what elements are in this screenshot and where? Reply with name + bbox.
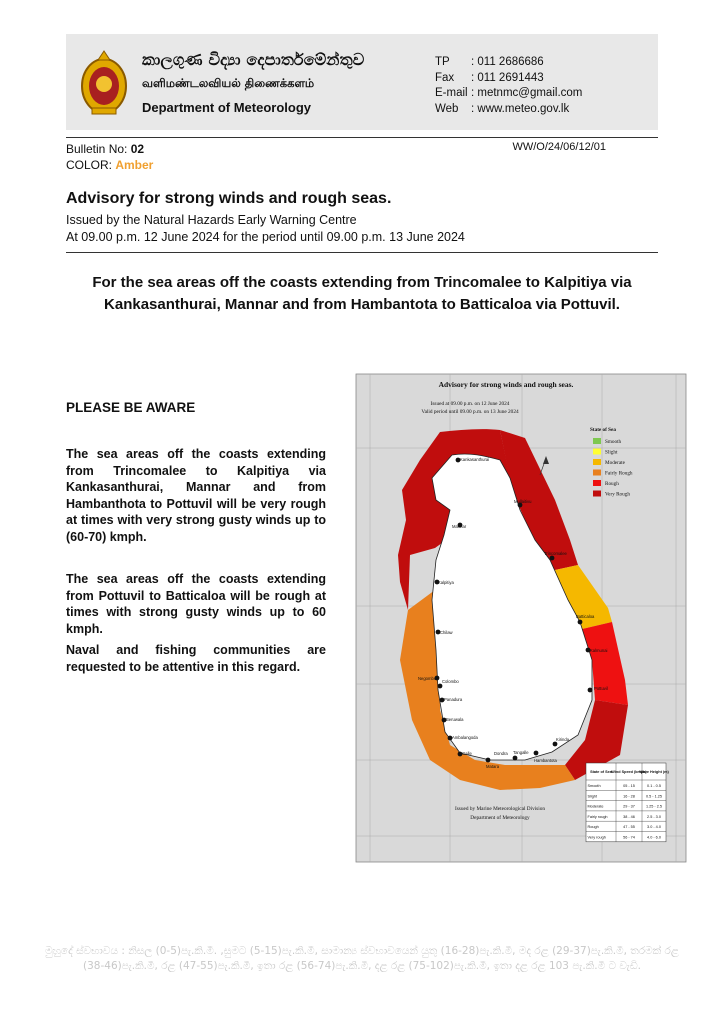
place-label: Pottuvil bbox=[594, 686, 608, 691]
legend-label: Smooth bbox=[605, 439, 622, 446]
place-label: Tangalle bbox=[513, 750, 529, 755]
sea-state-table bbox=[586, 763, 670, 842]
bulletin-color-label: COLOR: bbox=[66, 158, 116, 172]
table-header: State of Sea bbox=[590, 770, 612, 774]
place-label: Mannar bbox=[452, 524, 467, 529]
divider bbox=[66, 252, 658, 253]
dept-name-tamil: வளிமண்டலவியல் திணைக்களம் bbox=[142, 76, 315, 90]
contact-email: : metnmc@gmail.com bbox=[471, 87, 583, 99]
table-cell: 38 - 46 bbox=[623, 814, 635, 819]
place-label: Hambantota bbox=[534, 758, 557, 763]
table-cell: Very rough bbox=[587, 835, 606, 840]
contact-list bbox=[435, 55, 582, 117]
advice-paragraph: Naval and fishing communities are requested to be attentive in this regard. bbox=[66, 643, 326, 674]
station-dot bbox=[588, 688, 593, 693]
contact-fax: : 011 2691443 bbox=[471, 71, 544, 84]
warning-paragraph-very-rough: The sea areas off the coasts extending from Trincomalee to Kalpitiya via Kankasanthurai, Mannar and from Hambanthota to Pottuvil will be very rough at times with very strong gusty winds up to (60-70) kmph. bbox=[66, 447, 326, 544]
letterhead bbox=[66, 34, 658, 130]
table-cell: 05 - 15 bbox=[623, 784, 635, 788]
contact-row bbox=[435, 102, 582, 118]
table-header: Wave Height (m) bbox=[639, 770, 669, 774]
table-cell: 1.25 - 2.5 bbox=[645, 804, 663, 809]
legend-swatch bbox=[593, 491, 601, 497]
place-label: Kankasanthurai bbox=[460, 457, 490, 462]
station-dot bbox=[486, 758, 491, 763]
advisory-subtitle bbox=[66, 212, 465, 246]
contact-label: TP bbox=[435, 56, 450, 68]
legend-label: Fairly Rough bbox=[605, 470, 633, 477]
bulletin-color-line bbox=[66, 157, 153, 173]
table-cell: 3.0 - 4.0 bbox=[647, 825, 661, 830]
station-dot bbox=[553, 742, 558, 747]
legend-label: Slight bbox=[605, 449, 618, 456]
issuing-division: Issued by Marine Meteorological Division bbox=[454, 806, 546, 812]
station-dot bbox=[513, 756, 518, 761]
legend-label: Very Rough bbox=[605, 491, 630, 498]
legend-label: Moderate bbox=[605, 460, 625, 467]
legend-swatch bbox=[593, 459, 601, 465]
table-header: Wind Speed (kmph) bbox=[611, 770, 647, 774]
map-issued-time: Issued at 09.00 p.m. on 12 June 2024 bbox=[430, 401, 510, 407]
table-cell: 16 - 28 bbox=[623, 794, 635, 799]
table-cell: 0.1 - 0.5 bbox=[647, 784, 661, 788]
contact-label: Web bbox=[435, 102, 459, 115]
contact-row bbox=[435, 55, 582, 71]
legend-swatch bbox=[593, 480, 601, 486]
advisory-period: At 09.00 p.m. 12 June 2024 for the period until 09.00 p.m. 13 June 2024 bbox=[66, 230, 465, 244]
table-background bbox=[586, 763, 666, 842]
place-label: Batticaloa bbox=[576, 614, 595, 619]
legend-swatch bbox=[593, 449, 601, 455]
bulletin-info bbox=[66, 141, 153, 173]
bulletin-number: 02 bbox=[130, 142, 145, 156]
legend-title: State of Sea bbox=[590, 427, 616, 433]
place-label: Galle bbox=[462, 751, 472, 756]
table-cell: Moderate bbox=[587, 804, 604, 809]
station-dot bbox=[578, 620, 583, 625]
advisory-title: Advisory for strong winds and rough seas. bbox=[66, 190, 392, 207]
sea-state-map bbox=[340, 360, 696, 870]
table-cell: 47 - 55 bbox=[623, 825, 635, 830]
place-label: Chilaw bbox=[440, 630, 453, 635]
bulletin-number-label: Bulletin No: bbox=[66, 142, 131, 156]
issuing-department: Department of Meteorology bbox=[470, 815, 530, 821]
contact-label: E-mail bbox=[435, 87, 468, 99]
sri-lanka-emblem-icon bbox=[78, 48, 130, 118]
station-dot bbox=[550, 556, 555, 561]
map-title: Advisory for strong winds and rough seas. bbox=[438, 380, 574, 389]
place-label: Panadura bbox=[444, 697, 463, 702]
contact-row bbox=[435, 71, 582, 87]
table-cell: 0.5 - 1.25 bbox=[645, 794, 663, 799]
place-label: Kalpitiya bbox=[438, 580, 454, 585]
advisory-issuer: Issued by the Natural Hazards Early Warning Centre bbox=[66, 213, 357, 227]
place-label: Trincomalee bbox=[544, 551, 567, 556]
station-dot bbox=[534, 751, 539, 756]
contact-label: Fax bbox=[435, 71, 455, 84]
warning-paragraph-rough: The sea areas off the coasts extending from Pottuvil to Batticaloa will be rough at times with strong gusty winds up to 60 kmph. bbox=[66, 572, 326, 636]
bulletin-number-line bbox=[66, 141, 153, 157]
legend-swatch bbox=[593, 470, 601, 476]
table-cell: 4.0 - 6.0 bbox=[647, 835, 661, 840]
place-label: Mullaitivu bbox=[514, 499, 532, 504]
contact-row bbox=[435, 86, 582, 102]
place-label: Matara bbox=[486, 764, 500, 769]
place-label: Colombo bbox=[442, 679, 459, 684]
place-label: Ambalangoda bbox=[452, 735, 478, 740]
sea-areas-heading: For the sea areas off the coasts extending from Trincomalee to Kalpitiya via Kankasanthurai, Mannar and from Hambantota to Batticaloa via Pottuvil. bbox=[92, 274, 632, 313]
legend-label: Rough bbox=[605, 481, 619, 488]
table-cell: 56 - 74 bbox=[623, 835, 635, 840]
footer-sea-state-key: මුහුදේ ස්වභාවය : නිසල (0-5)පැ.කි.මී. ,සුමට (5-15)පැ.කි.මී, සාමාන්‍ය ස්වභාවයෙන් යුතු (16-28)පැ.කි.මී, මද රළ (29-37)පැ.කි.මී, තරමක් රළ (38-46)පැ.කි.මී, රළ (47-55)පැ.කි.මී, ඉතා රළ (56-74)පැ.කි.මී, දළ රළ (75-102)පැ.කි.මී, ඉතා දළ රළ 103 පැ.කි.මී ට වැඩි. bbox=[45, 945, 679, 972]
table-cell: Smooth bbox=[587, 784, 601, 788]
table-cell: Slight bbox=[587, 794, 597, 799]
map-valid-period: Valid period until 09.00 p.m. on 13 June 2024 bbox=[421, 409, 519, 415]
dept-name-sinhala: කාලගුණ විද්‍යා දෙපාර්තමේන්තුව bbox=[142, 50, 365, 69]
place-label: Kirinda bbox=[556, 737, 570, 742]
legend-swatch bbox=[593, 438, 601, 444]
contact-phone: : 011 2686686 bbox=[471, 56, 544, 68]
place-label: Beruwala bbox=[446, 717, 464, 722]
map-legend bbox=[590, 427, 616, 433]
bulletin-reference: WW/O/24/06/12/01 bbox=[512, 141, 606, 153]
place-label: Negombo bbox=[418, 676, 437, 681]
table-cell: 2.5 - 3.0 bbox=[647, 814, 661, 819]
please-be-aware-heading: PLEASE BE AWARE bbox=[66, 400, 196, 415]
table-cell: Rough bbox=[587, 825, 599, 830]
station-dot bbox=[438, 684, 443, 689]
department-names bbox=[142, 50, 364, 115]
table-cell: 29 - 37 bbox=[623, 804, 635, 809]
bulletin-color: Amber bbox=[115, 158, 154, 172]
table-cell: Fairly rough bbox=[587, 814, 608, 819]
contact-web: : www.meteo.gov.lk bbox=[471, 102, 570, 115]
place-label: Dondra bbox=[494, 751, 508, 756]
place-label: Kalmunai bbox=[590, 648, 608, 653]
dept-name-english: Department of Meteorology bbox=[142, 100, 312, 115]
divider bbox=[66, 137, 658, 138]
